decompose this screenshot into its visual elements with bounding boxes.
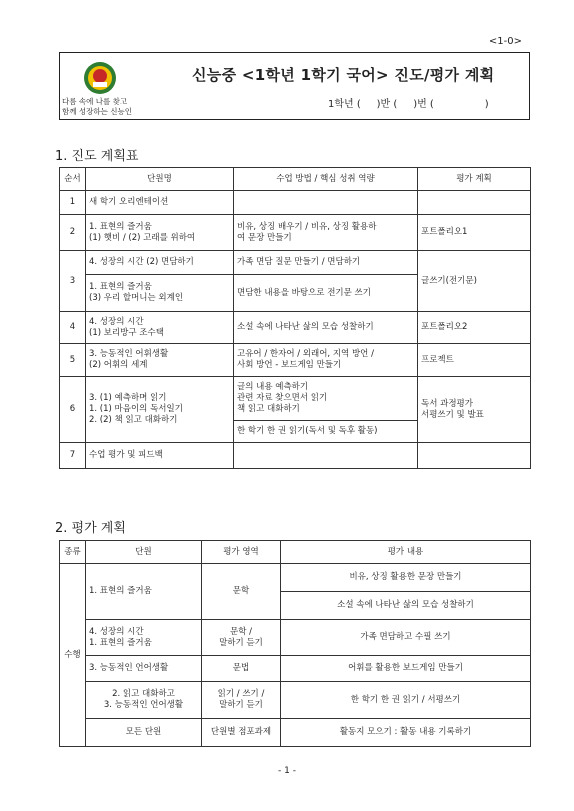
content-cell: 소설 속에 나타난 삶의 모습 성찰하기 [281, 592, 531, 620]
school-emblem-icon [83, 61, 117, 95]
method-cell [234, 344, 418, 377]
unit-cell: 1. 표현의 즐거움 [86, 564, 202, 620]
school-motto [62, 97, 132, 116]
row-number: 3 [60, 251, 86, 312]
method-line: 관련 자료 찾으면서 읽기 [237, 393, 328, 403]
table-row [60, 191, 531, 215]
row-number: 2 [60, 215, 86, 251]
area-line: 문학 / [230, 626, 252, 637]
content-cell: 비유, 상징 활용한 문장 만들기 [281, 564, 531, 592]
table-row [60, 312, 531, 344]
unit-line: 1. (1) 마음이의 독서일기 [89, 404, 183, 414]
progress-plan-table [59, 167, 531, 469]
row-number: 7 [60, 443, 86, 469]
method-cell: 한 학기 한 권 읽기(독서 및 독후 활동) [234, 421, 418, 443]
unit-cell: 모든 단원 [86, 719, 202, 747]
table-row [60, 656, 531, 682]
unit-cell [86, 215, 234, 251]
table-header-row [60, 168, 531, 191]
column-header: 순서 [60, 168, 86, 191]
table-row [60, 682, 531, 719]
unit-line: (3) 우리 할머니는 외계인 [89, 293, 184, 303]
table-row [60, 564, 531, 592]
unit-cell [86, 377, 234, 443]
method-cell [234, 443, 418, 469]
table-header-row [60, 541, 531, 564]
table-row [60, 377, 531, 421]
content-cell: 한 학기 한 권 읽기 / 서평쓰기 [281, 682, 531, 719]
unit-cell [86, 275, 234, 312]
method-line: 사회 방언 - 보드게임 만들기 [237, 360, 342, 370]
table-row [60, 215, 531, 251]
unit-line: (1) 햇비 / (2) 고래를 위하여 [89, 232, 196, 243]
eval-line: 독서 과정평가 [421, 398, 473, 409]
table-row [60, 620, 531, 656]
unit-cell [86, 312, 234, 344]
motto-line-1: 다름 속에 나를 찾고 [62, 97, 128, 106]
evaluation-plan-table [59, 540, 531, 747]
method-cell: 가족 면담 질문 만들기 / 면담하기 [234, 251, 418, 275]
document-title: 신능중 <1학년 1학기 국어> 진도/평가 계획 [192, 66, 495, 84]
row-number: 4 [60, 312, 86, 344]
area-line: 말하기 듣기 [219, 637, 263, 648]
eval-cell [418, 377, 531, 443]
content-cell: 가족 면담하고 수필 쓰기 [281, 620, 531, 656]
column-header: 단원 [86, 541, 202, 564]
column-header: 평가 영역 [202, 541, 281, 564]
content-cell: 어휘를 활용한 보드게임 만들기 [281, 656, 531, 682]
method-line: 책 읽고 대화하기 [237, 404, 300, 414]
kind-cell: 수행 [60, 564, 86, 747]
area-cell: 문학 [202, 564, 281, 620]
row-number: 6 [60, 377, 86, 443]
column-header: 평가 내용 [281, 541, 531, 564]
area-cell: 단원별 점포과제 [202, 719, 281, 747]
unit-cell: 새 학기 오리엔테이션 [86, 191, 234, 215]
unit-cell [86, 344, 234, 377]
unit-cell [86, 620, 202, 656]
column-header: 단원명 [86, 168, 234, 191]
unit-line: 2. (2) 책 읽고 대화하기 [89, 415, 178, 425]
eval-cell: 글쓰기(전기문) [418, 251, 531, 312]
content-cell: 활동지 모으기 : 활동 내용 기록하기 [281, 719, 531, 747]
document-header [59, 52, 530, 120]
eval-cell: 포트폴리오1 [418, 215, 531, 251]
student-info-line: 1학년 ( )반 ( )번 ( ) [328, 99, 489, 110]
area-line: 읽기 / 쓰기 / [217, 689, 265, 699]
section1-heading: 1. 진도 계획표 [55, 149, 139, 164]
unit-cell: 3. 능동적인 언어생활 [86, 656, 202, 682]
table-row [60, 719, 531, 747]
eval-cell [418, 191, 531, 215]
unit-line: 3. 능동적인 언어생활 [103, 700, 184, 710]
unit-line: 1. 표현의 즐거움 [89, 282, 152, 292]
eval-cell: 프로젝트 [418, 344, 531, 377]
page-number-top: <1-0> [488, 36, 522, 47]
eval-cell [418, 443, 531, 469]
motto-line-2: 함께 성장하는 신능인 [62, 106, 132, 116]
unit-line: 1. 표현의 즐거움 [89, 221, 152, 232]
unit-line: (2) 어휘의 세계 [89, 360, 148, 370]
unit-line: 3. (1) 예측하며 읽기 [89, 393, 167, 403]
area-line: 말하기 듣기 [219, 700, 263, 710]
method-cell [234, 191, 418, 215]
column-header: 평가 계획 [418, 168, 531, 191]
column-header: 수업 방법 / 핵심 성취 역량 [234, 168, 418, 191]
method-line: 비유, 상징 배우기 / 비유, 상징 활용하 [237, 221, 377, 232]
unit-line: (1) 보리방구 조수택 [89, 327, 164, 338]
table-row [60, 251, 531, 275]
method-cell: 면담한 내용을 바탕으로 전기문 쓰기 [234, 275, 418, 312]
unit-cell: 4. 성장의 시간 (2) 면담하기 [86, 251, 234, 275]
method-cell: 소설 속에 나타난 삶의 모습 성찰하기 [234, 312, 418, 344]
unit-cell: 수업 평가 및 피드백 [86, 443, 234, 469]
unit-line: 4. 성장의 시간 [89, 316, 144, 327]
method-cell [234, 377, 418, 421]
table-row [60, 443, 531, 469]
eval-cell: 포트폴리오2 [418, 312, 531, 344]
unit-line: 4. 성장의 시간 [89, 626, 144, 637]
unit-line: 2. 읽고 대화하고 [112, 689, 175, 699]
area-cell [202, 620, 281, 656]
method-cell [234, 215, 418, 251]
row-number: 1 [60, 191, 86, 215]
method-line: 여 문장 만들기 [237, 232, 292, 243]
area-cell [202, 682, 281, 719]
method-line: 고유어 / 한자어 / 외래어, 지역 방언 / [237, 349, 374, 359]
eval-line: 서평쓰기 및 발표 [421, 409, 484, 420]
method-line: 글의 내용 예측하기 [237, 382, 309, 392]
unit-cell [86, 682, 202, 719]
unit-line: 1. 표현의 즐거움 [89, 637, 152, 648]
section2-heading: 2. 평가 계획 [55, 521, 126, 536]
page-footer: - 1 - [278, 766, 296, 776]
area-cell: 문법 [202, 656, 281, 682]
column-header: 종류 [60, 541, 86, 564]
unit-line: 3. 능동적인 어휘생활 [89, 349, 169, 359]
row-number: 5 [60, 344, 86, 377]
table-row [60, 344, 531, 377]
